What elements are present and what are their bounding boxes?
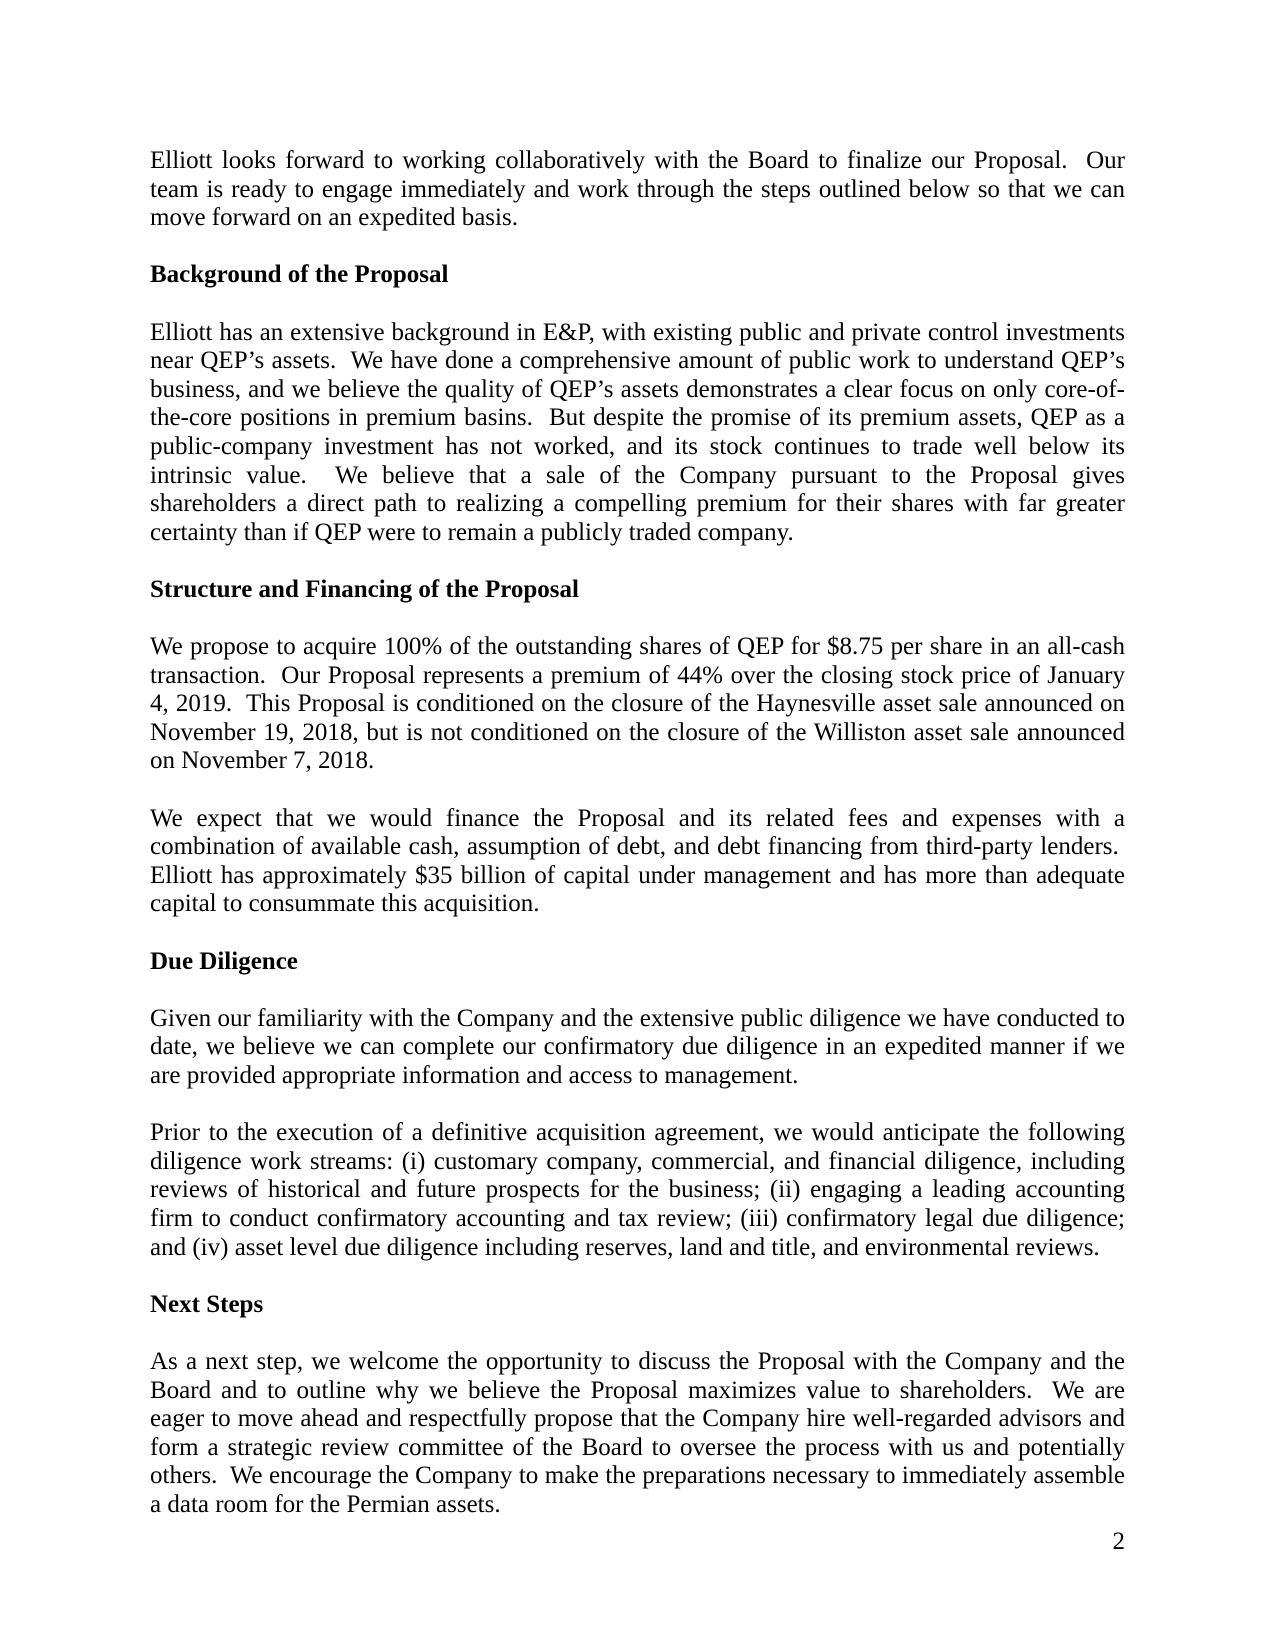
page-content bbox=[150, 147, 1125, 1548]
section-heading-due-diligence: Due Diligence bbox=[150, 947, 298, 975]
section-next-steps-paragraph: As a next step, we welcome the opportunity to discuss the Proposal with the Company and the Board and to outline why we believe the Proposal maximizes value to shareholders. We are eager to move ahead and respectfully propose that the Company hire well-regarded advisors and form a strategic review committee of the Board to oversee the process with us and potentially others. We encourage the Company to make the preparations necessary to immediately assemble a data room for the Permian assets. bbox=[150, 1347, 1125, 1518]
section-due-diligence-paragraph-1: Given our familiarity with the Company and the extensive public diligence we have conducted to date, we believe we can complete our confirmatory due diligence in an expedited manner if we are provided appropriate information and access to management. bbox=[150, 1004, 1125, 1089]
intro-paragraph: Elliott looks forward to working collaboratively with the Board to finalize our Proposal. Our team is ready to engage immediately and work through the steps outlined below so that we can move forward on an expedited basis. bbox=[150, 147, 1125, 232]
section-heading-background: Background of the Proposal bbox=[150, 261, 449, 289]
page-number: 2 bbox=[1112, 1528, 1125, 1555]
section-structure-paragraph-1: We propose to acquire 100% of the outstanding shares of QEP for $8.75 per share in an all-cash transaction. Our Proposal represents a premium of 44% over the closing stock price of January 4, 2019. This Proposal is conditioned on the closure of the Haynesville asset sale announced on November 19, 2018, but is not conditioned on the closure of the Williston asset sale announced on November 7, 2018. bbox=[150, 633, 1125, 775]
section-background-paragraph: Elliott has an extensive background in E&P, with existing public and private control investments near QEP’s assets. We have done a comprehensive amount of public work to understand QEP’s business, and we believe the quality of QEP’s assets demonstrates a clear focus on only core-of-the-core positions in premium basins. But despite the promise of its premium assets, QEP as a public-company investment has not worked, and its stock continues to trade well below its intrinsic value. We believe that a sale of the Company pursuant to the Proposal gives shareholders a direct path to realizing a compelling premium for their shares with far greater certainty than if QEP were to remain a publicly traded company. bbox=[150, 318, 1125, 546]
section-structure-paragraph-2: We expect that we would finance the Proposal and its related fees and expenses with a combination of available cash, assumption of debt, and debt financing from third-party lenders. Elliott has approximately $35 billion of capital under management and has more than adequate capital to consummate this acquisition. bbox=[150, 804, 1125, 918]
section-heading-structure-financing: Structure and Financing of the Proposal bbox=[150, 575, 579, 603]
section-heading-next-steps: Next Steps bbox=[150, 1290, 264, 1318]
section-due-diligence-paragraph-2: Prior to the execution of a definitive acquisition agreement, we would anticipate the following diligence work streams: (i) customary company, commercial, and financial diligence, including reviews of historical and future prospects for the business; (ii) engaging a leading accounting firm to conduct confirmatory accounting and tax review; (iii) confirmatory legal due diligence; and (iv) asset level due diligence including reserves, land and title, and environmental reviews. bbox=[150, 1119, 1125, 1261]
